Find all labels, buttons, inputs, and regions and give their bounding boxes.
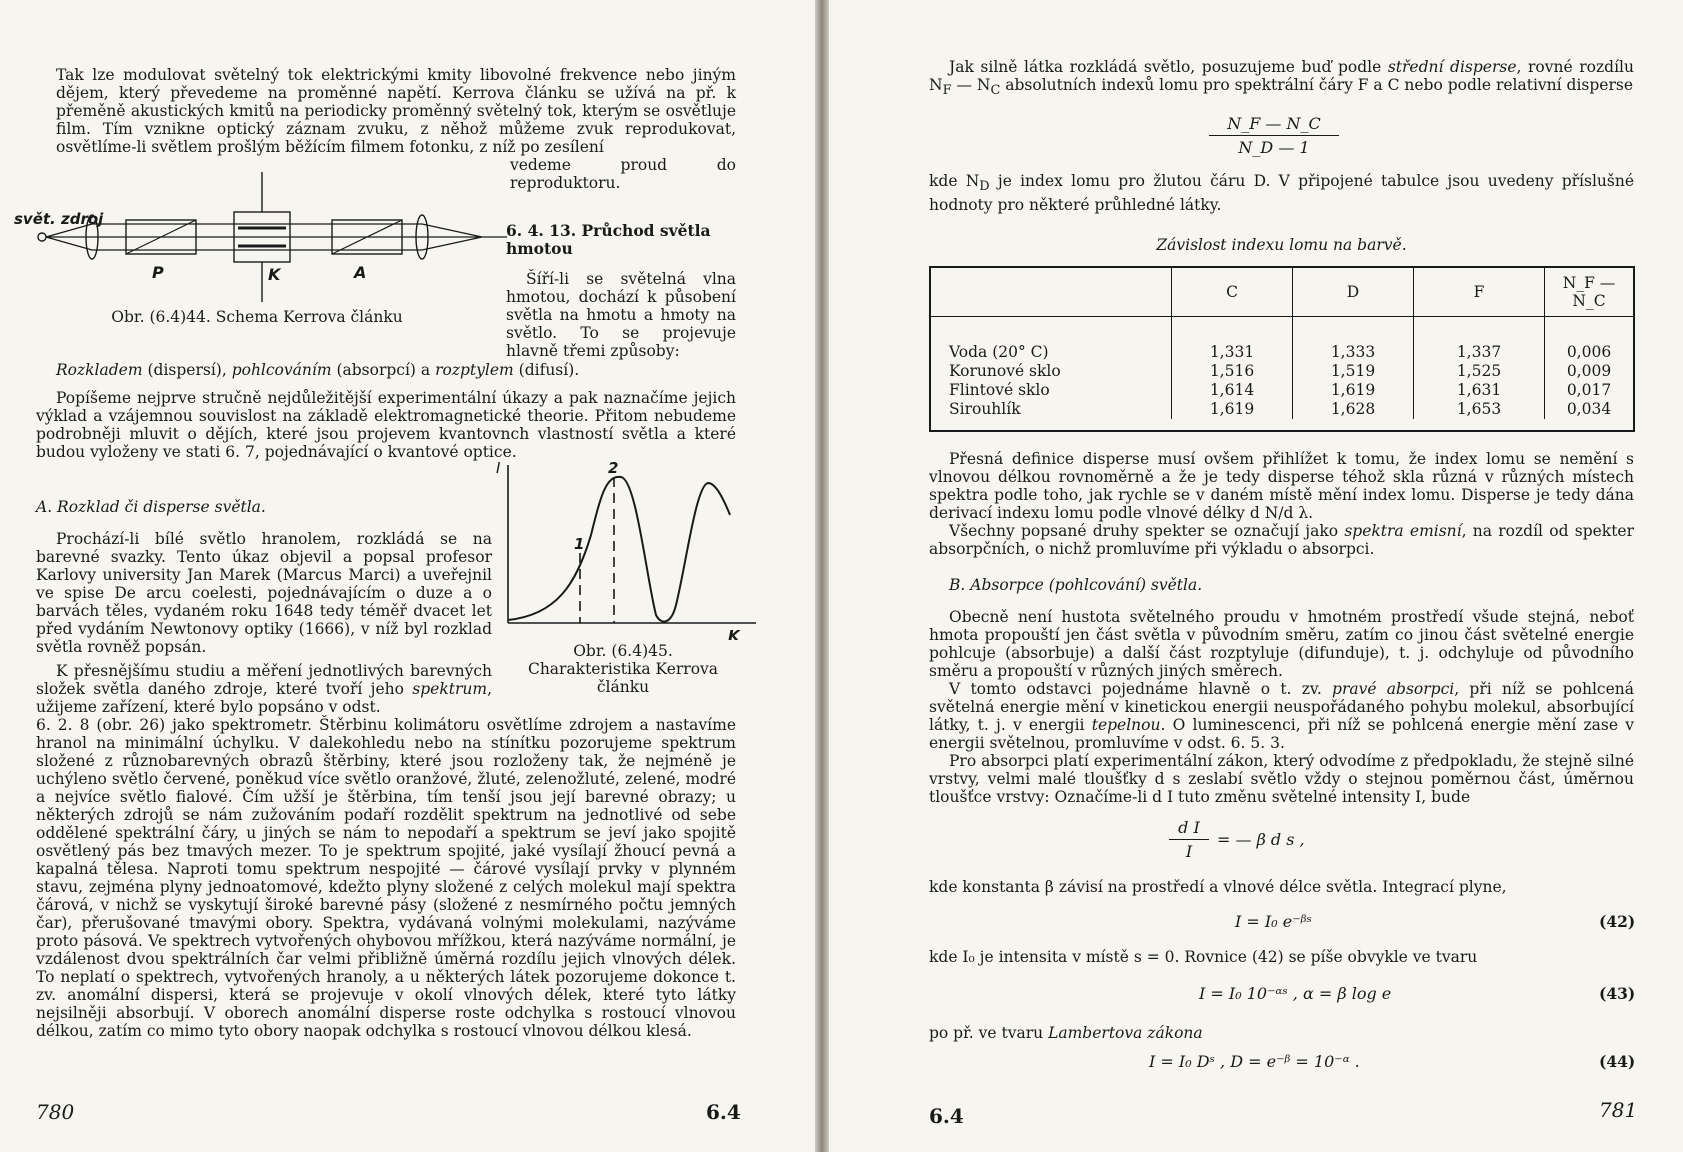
light-source-symbol xyxy=(38,233,46,241)
table-row: Voda (20° C) 1,331 1,333 1,337 0,006 xyxy=(931,343,1633,362)
subsection-a-heading: A. Rozklad či disperse světla. xyxy=(36,498,266,516)
paragraph-intro: Tak lze modulovat světelný tok elektrickými kmity libovolné frekvence nebo jiným dějem, který převedeme na proměnné napětí. Kerrova článku se užívá na př. k přeměně akustických kmitů na periodicky proměnný světelný tok, kterým se osvětluje film. Tím vznikne optický záznam zvuku, z něhož můžeme zvuk reprodukovat, osvětlíme-li světlem prošlým běžícím filmem fotonku, z níž po zesílení xyxy=(56,66,736,156)
equation-43: I = I₀ 10⁻ᵅˢ , α = β log e xyxy=(1199,984,1392,1003)
paragraph-const: kde konstanta β závisí na prostředí a vlnové délce světla. Integrací plyne, xyxy=(929,878,1507,896)
paragraph-true-absorption: V tomto odstavci pojednáme hlavně o t. zv. pravé absorpci, při níž se pohlcená světelná energie mění v kinetickou energii neuspořádaného pohybu molekul, absorbující látky, t. j. v energii tepelnou. O luminescenci, při níž se pohlcená energie mění zase v energii světelnou, promluvíme v odst. 6. 5. 3. xyxy=(929,680,1634,752)
section-heading: 6. 4. 13. Průchod světla hmotou xyxy=(506,221,711,258)
paragraph-lambert: po př. ve tvaru Lambertova zákona xyxy=(929,1024,1203,1042)
marker-label-1: 1 xyxy=(574,535,585,553)
table-frame xyxy=(929,266,1635,432)
paragraph-dispersion: Jak silně látka rozkládá světlo, posuzujeme buď podle střední disperse, rovné rozdílu $N_F$ — $N_C$ absolutních indexů lomu pro spektrální čáry F a C nebo podle relativní disperse xyxy=(929,58,1634,99)
equation-43-number: (43) xyxy=(1599,984,1636,1003)
paragraph-law: Pro absorpci platí experimentální zákon, který odvodíme z předpokladu, že stejně silné vrstvy, velmi malé tloušťky d s zeslabí světlo vždy o stejnou poměrnou část, úměrnou tloušťce vrstvy: Označíme-li d I tuto změnu světelné intensity I, bude xyxy=(929,752,1634,806)
figure-kerr-characteristic xyxy=(496,455,756,640)
equation-44: I = I₀ Dˢ , D = e⁻ᵝ = 10⁻ᵅ . xyxy=(1149,1052,1360,1071)
section-mark-left: 6.4 xyxy=(706,1100,741,1124)
axis-label-i: I xyxy=(496,459,501,477)
differential-numerator: d I xyxy=(1178,818,1200,837)
table-row: Korunové sklo 1,516 1,519 1,525 0,009 xyxy=(931,362,1633,381)
section-mark-right: 6.4 xyxy=(929,1104,964,1128)
book-gutter xyxy=(815,0,829,1152)
differential-equation-rhs: = — β d s , xyxy=(1217,830,1305,849)
page-number-right: 781 xyxy=(1599,1098,1638,1122)
axis-label-k: K xyxy=(728,627,740,640)
marker-label-2: 2 xyxy=(608,459,619,477)
table-title: Závislost indexu lomu na barvě. xyxy=(1156,236,1407,254)
equation-44-number: (44) xyxy=(1599,1052,1636,1071)
table-header-cell xyxy=(931,268,1172,317)
paragraph-spectrum: K přesnějšímu studiu a měření jednotlivých barevných složek světla daného zdroje, které tvoří jeho spektrum, užijeme zařízení, které bylo popsáno v odst. xyxy=(36,662,492,716)
fraction-denominator: N_D — 1 xyxy=(1238,138,1310,157)
table-header-cell: C xyxy=(1172,268,1293,317)
figure-45-caption: Obr. (6.4)45. Charakteristika Kerrova článku xyxy=(527,642,719,696)
table-row: Sirouhlík 1,619 1,628 1,653 0,034 xyxy=(931,400,1633,419)
figure-label-source: svět. zdroj xyxy=(14,210,104,228)
equation-42-number: (42) xyxy=(1599,912,1636,931)
table-header-row xyxy=(931,268,1633,317)
right-page xyxy=(829,0,1683,1152)
differential-denominator: I xyxy=(1185,842,1193,861)
figure-label-p: P xyxy=(152,263,164,282)
table-header-cell: F xyxy=(1414,268,1545,317)
differential-fraction xyxy=(1169,818,1209,861)
paragraph-modes: Rozkladem (dispersí), pohlcováním (absorpcí) a rozptylem (difusí). xyxy=(56,361,580,379)
subsection-b-heading: B. Absorpce (pohlcování) světla. xyxy=(949,576,1203,594)
paragraph-describe: Popíšeme nejprve stručně nejdůležitější experimentální úkazy a pak naznačíme jejich výklad a vzájemnou souvislost na základě elektromagnetické theorie. Přitom nebudeme podrobněji mluvit o dějích, které jsou projevem kvantovnch vlastností světla a které budou vyloženy ve stati 6. 7, pojednávající o kvantové optice. xyxy=(36,389,736,461)
paragraph-nd: kde $N_D$ je index lomu pro žlutou čáru D. V připojené tabulce jsou uvedeny příslušné hodnoty pro některé průhledné látky. xyxy=(929,172,1635,215)
paragraph-long: 6. 2. 8 (obr. 26) jako spektrometr. Štěrbinu kolimátoru osvětlíme zdrojem a nastavíme hranol na minimální úchylku. V dalekohledu nebo na stínítku pozorujeme spektrum složené z různobarevných obrazů štěrbiny, které jsou rozloženy tak, že nejméně je uchýleno světlo červené, poněkud více světlo oranžové, žluté, zelenožluté, zelené, modré a nejvíce světlo fialové. Čím užší je štěrbina, tím tenší jsou její barevné obrazy; u některých zdrojů se nám zužováním podaří rozdělit spektrum na jednotlivé od sebe oddělené spektrální čáry, u jiných se nám to nepodaří a spektrum se jeví jako spojitě osvětlený pás bez tmavých mezer. To je spektrum spojité, jaké vysílají žhoucí pevná a kapalná tělesa. Naproti tomu spektrum nespojité — čárové vysílají prvky v plynném stavu, zejména plyny jednoatomové, kdežto plyny složené z celých molekul mají spektra čárová, v nichž se vyskytují široké barevné pásy (složené z nesmírného počtu jemných čar), přerušované tmavými obory. Spektra, vydávaná volnými molekulami, nazýváme proto pásová. Ve spektrech vytvořených ohybovou mřížkou, která nazýváme normální, je vzdálenost dvou spektrálních čar velmi přibližně úměrná rozdílu jejich vlnových délek. To neplatí o spektrech, vytvořených hranoly, a u některých látek pozorujeme dokonce t. zv. anomální dispersi, která se projevuje v okolí vlnových délek, které tyto látky nejsilněji absorbují. V oborech anomální disperse roste odchylka s rostoucí vlnovou délkou, zatím co mimo tyto obory naopak odchylka s rostoucí vlnovou délkou klesá. xyxy=(36,716,736,1040)
figure-kerr-schema xyxy=(12,172,507,302)
equation-42: I = I₀ e⁻ᵝˢ xyxy=(1235,912,1312,931)
paragraph-intro-tail: vedeme proud do reproduktoru. xyxy=(510,156,736,192)
paragraph-i0: kde I₀ je intensita v místě s = 0. Rovnice (42) se píše obvykle ve tvaru xyxy=(929,948,1478,966)
left-page xyxy=(0,0,815,1152)
paragraph-emission: Všechny popsané druhy spekter se označují jako spektra emisní, na rozdíl od spekter absorpčních, o nichž promluvíme při výkladu o absorpci. xyxy=(929,522,1635,558)
figure-label-a: A xyxy=(354,263,367,282)
paragraph-prism: Prochází-li bílé světlo hranolem, rozkládá se na barevné svazky. Tento úkaz objevil a popsal profesor Karlovy university Jan Marek (Marcus Marci) a uveřejnil ve spise De arcu coelesti, pojednávajícím o duze a o barvách těles, vydaném roku 1648 tedy téměř dvacet let před vydáním Newtonovy optiky (1666), v níž byl rozklad světla rovněž popsán. xyxy=(36,530,492,656)
relative-dispersion-fraction xyxy=(1209,114,1339,157)
figure-label-k: K xyxy=(268,265,281,284)
refraction-index-table xyxy=(931,268,1633,419)
table-header-cell: N_F — N_C xyxy=(1545,268,1634,317)
paragraph-precise: Přesná definice disperse musí ovšem přihlížet k tomu, že index lomu se nemění s vlnovou délkou rovnoměrně a že je tedy disperse téhož skla různá v různých místech spektra podle toho, jak rychle se v daném místě mění index lomu. Disperse je tedy dána derivací indexu lomu podle vlnové délky d N/d λ. xyxy=(929,450,1634,522)
paragraph-wave: Šíří-li se světelná vlna hmotou, dochází k působení světla na hmotu a hmoty na světlo. To se projevuje hlavně třemi způsoby: xyxy=(506,270,736,360)
characteristic-curve xyxy=(508,477,730,622)
table-header-cell: D xyxy=(1293,268,1414,317)
fraction-numerator: N_F — N_C xyxy=(1227,114,1321,133)
paragraph-density: Obecně není hustota světelného proudu v hmotném prostředí všude stejná, neboť hmota propouští jen část světla v původním směru, zatím co jinou část světelné energie pohlcuje (absorbuje) a další část rozptyluje (difunduje), t. j. odchyluje od původního směru a propouští v různých jiných směrech. xyxy=(929,608,1634,680)
table-row: Flintové sklo 1,614 1,619 1,631 0,017 xyxy=(931,381,1633,400)
figure-44-caption: Obr. (6.4)44. Schema Kerrova článku xyxy=(111,308,403,326)
page-number-left: 780 xyxy=(36,1100,75,1124)
